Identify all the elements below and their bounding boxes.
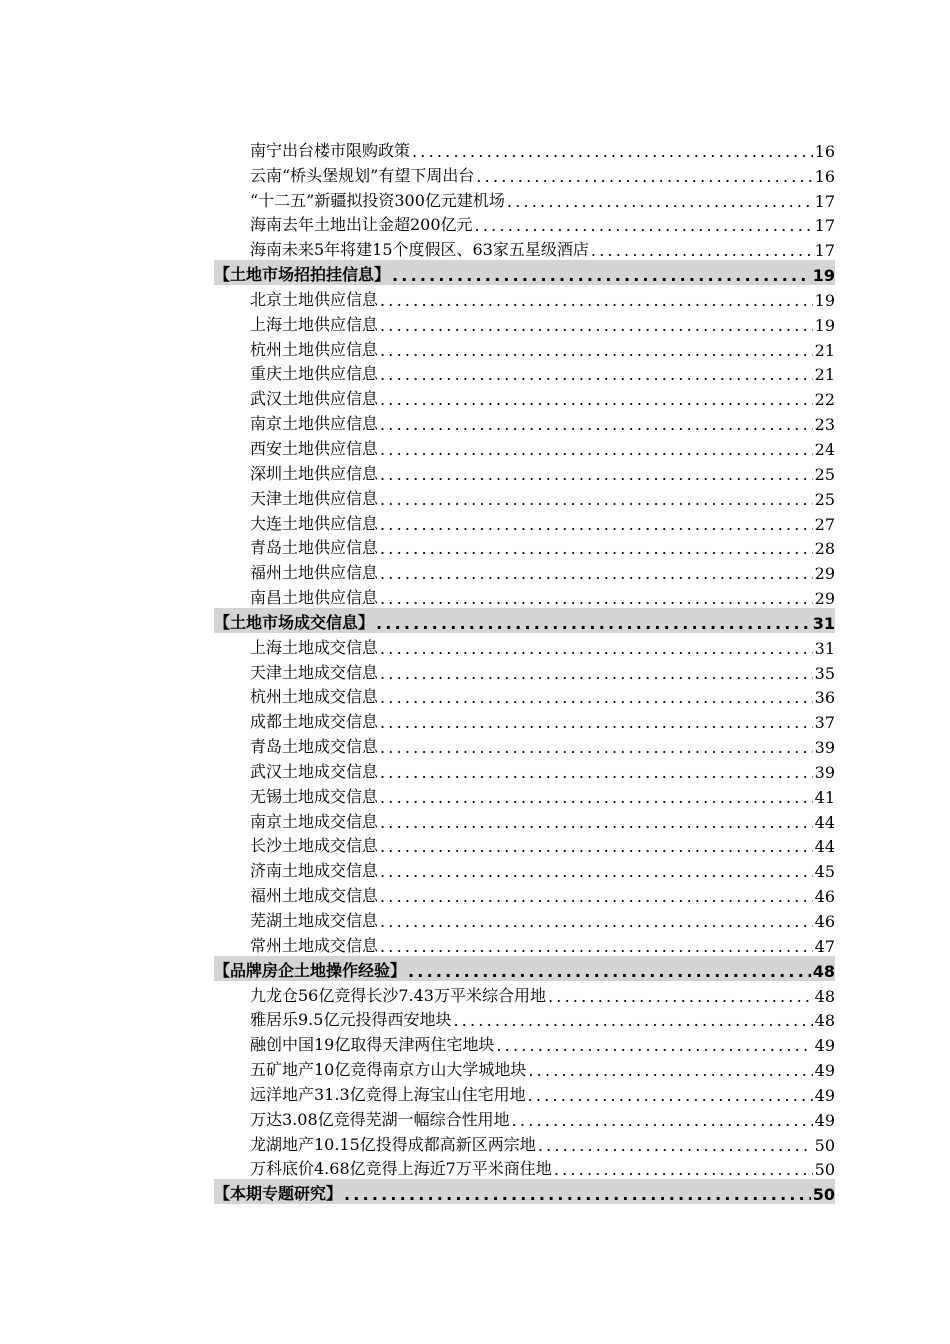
dot-leader xyxy=(380,390,813,409)
dot-leader xyxy=(554,1160,813,1179)
toc-entry[interactable] xyxy=(214,136,835,161)
toc-entry[interactable] xyxy=(214,459,835,484)
toc-entry[interactable] xyxy=(214,310,835,335)
dot-leader xyxy=(380,365,813,384)
toc-entry[interactable] xyxy=(214,1130,835,1155)
dot-leader xyxy=(392,266,811,285)
toc-page-number: 44 xyxy=(814,812,835,832)
toc-entry-title: 青岛土地成交信息 xyxy=(250,737,379,757)
toc-page-number: 48 xyxy=(814,986,835,1006)
toc-entry-title: 成都土地成交信息 xyxy=(250,712,379,732)
toc-page-number: 47 xyxy=(814,936,835,956)
toc-entry[interactable] xyxy=(214,732,835,757)
dot-leader xyxy=(380,589,813,608)
toc-entry[interactable] xyxy=(214,658,835,683)
toc-entry-title: 长沙土地成交信息 xyxy=(250,836,379,856)
toc-entry[interactable] xyxy=(214,583,835,608)
toc-entry-title: 上海土地成交信息 xyxy=(250,637,379,657)
dot-leader xyxy=(344,1185,811,1204)
toc-entry[interactable] xyxy=(214,856,835,881)
toc-entry[interactable] xyxy=(214,782,835,807)
toc-entry[interactable] xyxy=(214,484,835,509)
dot-leader xyxy=(380,862,813,881)
dot-leader xyxy=(380,738,813,757)
toc-page-number: 29 xyxy=(814,589,835,609)
toc-page-number: 19 xyxy=(812,266,835,286)
toc-page-number: 27 xyxy=(814,514,835,534)
toc-page-number: 45 xyxy=(814,862,835,882)
toc-entry-title: 济南土地成交信息 xyxy=(250,861,379,881)
toc-entry[interactable] xyxy=(214,1055,835,1080)
dot-leader xyxy=(380,813,813,832)
toc-entry-title: 龙湖地产10.15亿投得成都高新区两宗地 xyxy=(250,1134,536,1154)
toc-entry-title: 南京土地成交信息 xyxy=(250,811,379,831)
toc-section-heading[interactable] xyxy=(214,260,835,285)
toc-entry[interactable] xyxy=(214,906,835,931)
toc-page-number: 39 xyxy=(814,738,835,758)
toc-entry[interactable] xyxy=(214,1030,835,1055)
dot-leader xyxy=(380,465,813,484)
dot-leader xyxy=(380,291,813,310)
dot-leader xyxy=(475,216,813,235)
toc-entry-title: 融创中国19亿取得天津两住宅地块 xyxy=(250,1035,495,1055)
dot-leader xyxy=(591,241,813,260)
toc-section-heading[interactable] xyxy=(214,956,835,981)
toc-entry-title: 南昌土地供应信息 xyxy=(250,588,379,608)
toc-entry-title: 南宁出台楼市限购政策 xyxy=(250,140,411,160)
toc-page-number: 35 xyxy=(814,663,835,683)
toc-entry-title: 万科底价4.68亿竞得上海近7万平米商住地 xyxy=(250,1159,552,1179)
toc-entry-title: 万达3.08亿竞得芜湖一幅综合性用地 xyxy=(250,1109,510,1129)
toc-entry[interactable] xyxy=(214,558,835,583)
toc-entry[interactable] xyxy=(214,409,835,434)
toc-page-number: 17 xyxy=(814,216,835,236)
dot-leader xyxy=(380,440,813,459)
toc-page-number: 25 xyxy=(814,464,835,484)
toc-entry-title: 九龙仓56亿竞得长沙7.43万平米综合用地 xyxy=(250,985,546,1005)
toc-page-number: 16 xyxy=(814,141,835,161)
toc-entry[interactable] xyxy=(214,211,835,236)
dot-leader xyxy=(380,763,813,782)
toc-page-number: 23 xyxy=(814,415,835,435)
toc-page-number: 31 xyxy=(814,638,835,658)
toc-page-number: 49 xyxy=(814,1036,835,1056)
toc-page-number: 44 xyxy=(814,837,835,857)
toc-page-number: 24 xyxy=(814,439,835,459)
dot-leader xyxy=(512,1111,813,1130)
dot-leader xyxy=(380,490,813,509)
table-of-contents xyxy=(214,136,835,1204)
toc-page-number: 49 xyxy=(814,1061,835,1081)
toc-page-number: 50 xyxy=(814,1160,835,1180)
toc-page-number: 36 xyxy=(814,688,835,708)
dot-leader xyxy=(380,688,813,707)
toc-entry-title: 海南去年土地出让金超200亿元 xyxy=(250,215,473,235)
toc-entry[interactable] xyxy=(214,1155,835,1180)
dot-leader xyxy=(412,142,813,161)
toc-entry-title: 天津土地成交信息 xyxy=(250,662,379,682)
dot-leader xyxy=(408,962,811,981)
dot-leader xyxy=(380,788,813,807)
dot-leader xyxy=(380,316,813,335)
toc-entry[interactable] xyxy=(214,981,835,1006)
toc-section-heading[interactable] xyxy=(214,608,835,633)
toc-entry[interactable] xyxy=(214,161,835,186)
toc-entry-title: 西安土地供应信息 xyxy=(250,438,379,458)
dot-leader xyxy=(380,887,813,906)
dot-leader xyxy=(528,1061,812,1080)
dot-leader xyxy=(548,987,813,1006)
dot-leader xyxy=(380,564,813,583)
toc-entry[interactable] xyxy=(214,384,835,409)
dot-leader xyxy=(507,192,813,211)
toc-entry-title: 重庆土地供应信息 xyxy=(250,364,379,384)
dot-leader xyxy=(380,837,813,856)
toc-entry-title: 五矿地产10亿竞得南京方山大学城地块 xyxy=(250,1060,527,1080)
toc-page-number: 50 xyxy=(812,1185,835,1205)
toc-entry[interactable] xyxy=(214,1105,835,1130)
toc-entry[interactable] xyxy=(214,360,835,385)
toc-page-number: 21 xyxy=(814,340,835,360)
dot-leader xyxy=(538,1136,813,1155)
dot-leader xyxy=(476,167,812,186)
dot-leader xyxy=(380,937,813,956)
toc-page-number: 17 xyxy=(814,191,835,211)
toc-entry-title: 南京土地供应信息 xyxy=(250,414,379,434)
toc-entry[interactable] xyxy=(214,509,835,534)
toc-entry-title: 深圳土地供应信息 xyxy=(250,463,379,483)
toc-entry-title: 青岛土地供应信息 xyxy=(250,538,379,558)
dot-leader xyxy=(380,515,813,534)
toc-entry[interactable] xyxy=(214,881,835,906)
toc-entry-title: 常州土地成交信息 xyxy=(250,935,379,955)
toc-page-number: 46 xyxy=(814,912,835,931)
toc-entry-title: 杭州土地成交信息 xyxy=(250,687,379,707)
toc-entry[interactable] xyxy=(214,434,835,459)
toc-entry-title: 【本期专题研究】 xyxy=(214,1184,343,1204)
toc-entry[interactable] xyxy=(214,285,835,310)
toc-entry-title: 武汉土地成交信息 xyxy=(250,761,379,781)
dot-leader xyxy=(380,912,813,931)
toc-page-number: 48 xyxy=(812,961,835,981)
toc-entry-title: 大连土地供应信息 xyxy=(250,513,379,533)
toc-entry-title: 云南“桥头堡规划”有望下周出台 xyxy=(250,165,475,185)
toc-entry-title: 福州土地成交信息 xyxy=(250,886,379,906)
toc-entry-title: 海南未来5年将建15个度假区、63家五星级酒店 xyxy=(250,240,589,260)
toc-entry[interactable] xyxy=(214,832,835,857)
toc-page-number: 37 xyxy=(814,713,835,733)
dot-leader xyxy=(528,1086,813,1105)
toc-entry-title: 杭州土地供应信息 xyxy=(250,339,379,359)
dot-leader xyxy=(380,415,813,434)
toc-entry[interactable] xyxy=(214,757,835,782)
toc-entry-title: 福州土地供应信息 xyxy=(250,563,379,583)
toc-page-number: 16 xyxy=(814,166,835,186)
toc-entry[interactable] xyxy=(214,335,835,360)
toc-entry[interactable] xyxy=(214,807,835,832)
toc-entry[interactable] xyxy=(214,1006,835,1031)
toc-page-number: 19 xyxy=(814,290,835,310)
toc-entry-title: 武汉土地供应信息 xyxy=(250,389,379,409)
toc-page-number: 49 xyxy=(814,1085,835,1105)
toc-entry-title: 上海土地供应信息 xyxy=(250,314,379,334)
toc-entry-title: 天津土地供应信息 xyxy=(250,488,379,508)
dot-leader xyxy=(380,539,813,558)
toc-entry[interactable] xyxy=(214,707,835,732)
toc-page-number: 49 xyxy=(814,1110,835,1130)
toc-entry[interactable] xyxy=(214,1080,835,1105)
dot-leader xyxy=(496,1036,812,1055)
toc-entry-title: 远洋地产31.3亿竞得上海宝山住宅用地 xyxy=(250,1084,526,1104)
toc-entry[interactable] xyxy=(214,633,835,658)
dot-leader xyxy=(380,341,813,360)
toc-page-number: 46 xyxy=(814,887,835,907)
toc-entry[interactable] xyxy=(214,683,835,708)
toc-entry-title: 北京土地供应信息 xyxy=(250,289,379,309)
dot-leader xyxy=(380,639,813,658)
toc-page-number: 29 xyxy=(814,564,835,584)
toc-entry-title: “十二五”新疆拟投资300亿元建机场 xyxy=(250,190,505,210)
toc-entry-title: 无锡土地成交信息 xyxy=(250,786,379,806)
toc-entry[interactable] xyxy=(214,186,835,211)
toc-entry-title: 【品牌房企土地操作经验】 xyxy=(214,960,407,980)
toc-page-number: 21 xyxy=(814,365,835,385)
toc-page-number: 25 xyxy=(814,489,835,509)
toc-page-number: 48 xyxy=(814,1011,835,1031)
toc-entry-title: 雅居乐9.5亿元投得西安地块 xyxy=(250,1010,452,1030)
toc-page-number: 41 xyxy=(814,787,835,807)
toc-entry[interactable] xyxy=(214,534,835,559)
toc-entry[interactable] xyxy=(214,235,835,260)
toc-page-number: 39 xyxy=(814,762,835,782)
toc-entry[interactable] xyxy=(214,931,835,956)
dot-leader xyxy=(376,614,811,633)
toc-section-heading[interactable] xyxy=(214,1179,835,1204)
dot-leader xyxy=(453,1011,812,1030)
toc-entry-title: 芜湖土地成交信息 xyxy=(250,911,379,930)
toc-entry-title: 【土地市场成交信息】 xyxy=(214,612,375,632)
dot-leader xyxy=(380,713,813,732)
toc-entry-title: 【土地市场招拍挂信息】 xyxy=(214,265,391,285)
toc-page-number: 31 xyxy=(812,613,835,633)
toc-page-number: 19 xyxy=(814,315,835,335)
dot-leader xyxy=(380,664,813,683)
toc-page-number: 28 xyxy=(814,539,835,559)
toc-page-number: 50 xyxy=(814,1135,835,1155)
toc-page-number: 22 xyxy=(814,390,835,410)
toc-page-number: 17 xyxy=(814,241,835,261)
